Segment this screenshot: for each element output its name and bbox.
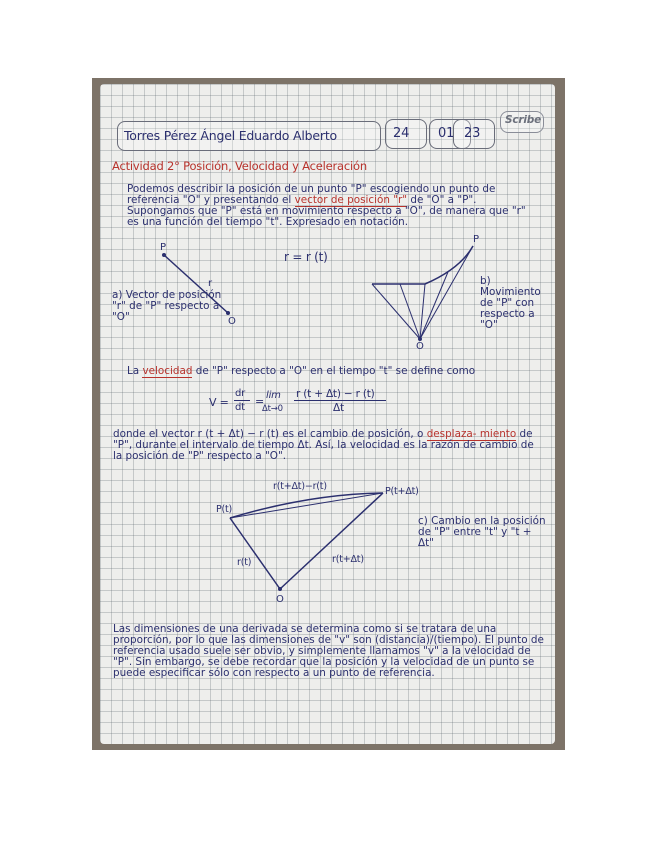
notebook-page — [100, 84, 555, 744]
intro-text-2: de "O" a "P". Supongamos que "P" está en movimiento respecto a "O", de manera que "r" es una función del tiempo "t". Expresado en notación. — [127, 194, 526, 228]
figure-b-o-label: O — [416, 341, 424, 352]
brand-logo: Scribe — [505, 114, 542, 126]
figure-a-caption: a) Vector de posición "r" de "P" respecto a "O" — [112, 289, 222, 323]
eq-denominator: Δt — [333, 402, 344, 414]
figure-c-caption: c) Cambio en la posición de "P" entre "t" y "t + Δt" — [418, 515, 546, 549]
eq-dr: dr — [235, 388, 246, 399]
figure-c-ptdt-label: P(t+Δt) — [385, 486, 419, 497]
figure-c-o-label: O — [276, 594, 284, 605]
student-name: Torres Pérez Ángel Eduardo Alberto — [124, 128, 337, 143]
figure-b-p-label: P — [473, 234, 479, 245]
eq-lim: lim — [266, 390, 281, 401]
figure-c-rtdt-label: r(t+Δt) — [332, 554, 364, 565]
notebook-photo — [92, 78, 565, 750]
eq-lim-sub: Δt→0 — [262, 404, 283, 414]
intro-text-1: Podemos describir la posición de un punto "P" escogiendo un punto de referencia "O" y presentando el — [127, 183, 496, 206]
figure-c-pt-label: P(t) — [216, 504, 233, 515]
eq-numerator: r (t + Δt) − r (t) — [296, 388, 375, 400]
figure-b-caption: b) Movimiento de "P" con respecto a "O" — [480, 275, 541, 331]
position-equation: r = r (t) — [284, 250, 328, 264]
velocity-text-2: de "P" respecto a "O" en el tiempo "t" se define como — [192, 365, 476, 377]
figure-a-p-label: P — [160, 242, 166, 253]
eq-dt: dt — [235, 402, 245, 413]
figure-c-origin-dot — [278, 587, 282, 591]
velocity-text-1: La — [127, 365, 143, 377]
figure-c-top-label: r(t+Δt)−r(t) — [273, 481, 327, 492]
figure-c-rt-label: r(t) — [237, 557, 252, 568]
figure-a-r-label: r — [208, 278, 212, 289]
intro-link-vector: vector de posición "r" — [294, 194, 408, 206]
date-day: 24 — [393, 126, 410, 141]
disp-text-1: donde el vector r (t + Δt) − r (t) es el cambio de posición, o — [113, 428, 427, 440]
date-month: 01 — [438, 126, 455, 141]
figure-a-o-label: O — [228, 316, 236, 327]
closing-paragraph: Las dimensiones de una derivada se determina como si se tratara de una proporción, por lo que las dimensiones de "v" son (distancia)/(tiempo). El punto de referencia usado suele ser obvio, y simplemente llamamos "v" a la velocidad de "P". Sin embargo, se debe recordar que la posición y la velocidad de un punto se puede especificar sólo con respecto a un punto de referencia. — [113, 623, 544, 679]
eq-v: V = — [209, 396, 229, 409]
disp-word: desplaza- miento — [426, 428, 517, 440]
disp-text-2: de "P", durante el intervalo de tiempo Δt. Así, la velocidad es la razón de cambio de la posición de "P" respecto a "O". — [113, 428, 534, 462]
activity-title: Actividad 2° Posición, Velocidad y Aceleración — [112, 159, 367, 173]
figure-c-r-t-line — [230, 518, 280, 589]
eq-equals: = — [255, 395, 265, 408]
velocity-word: velocidad — [142, 365, 193, 377]
date-year: 23 — [464, 126, 481, 141]
